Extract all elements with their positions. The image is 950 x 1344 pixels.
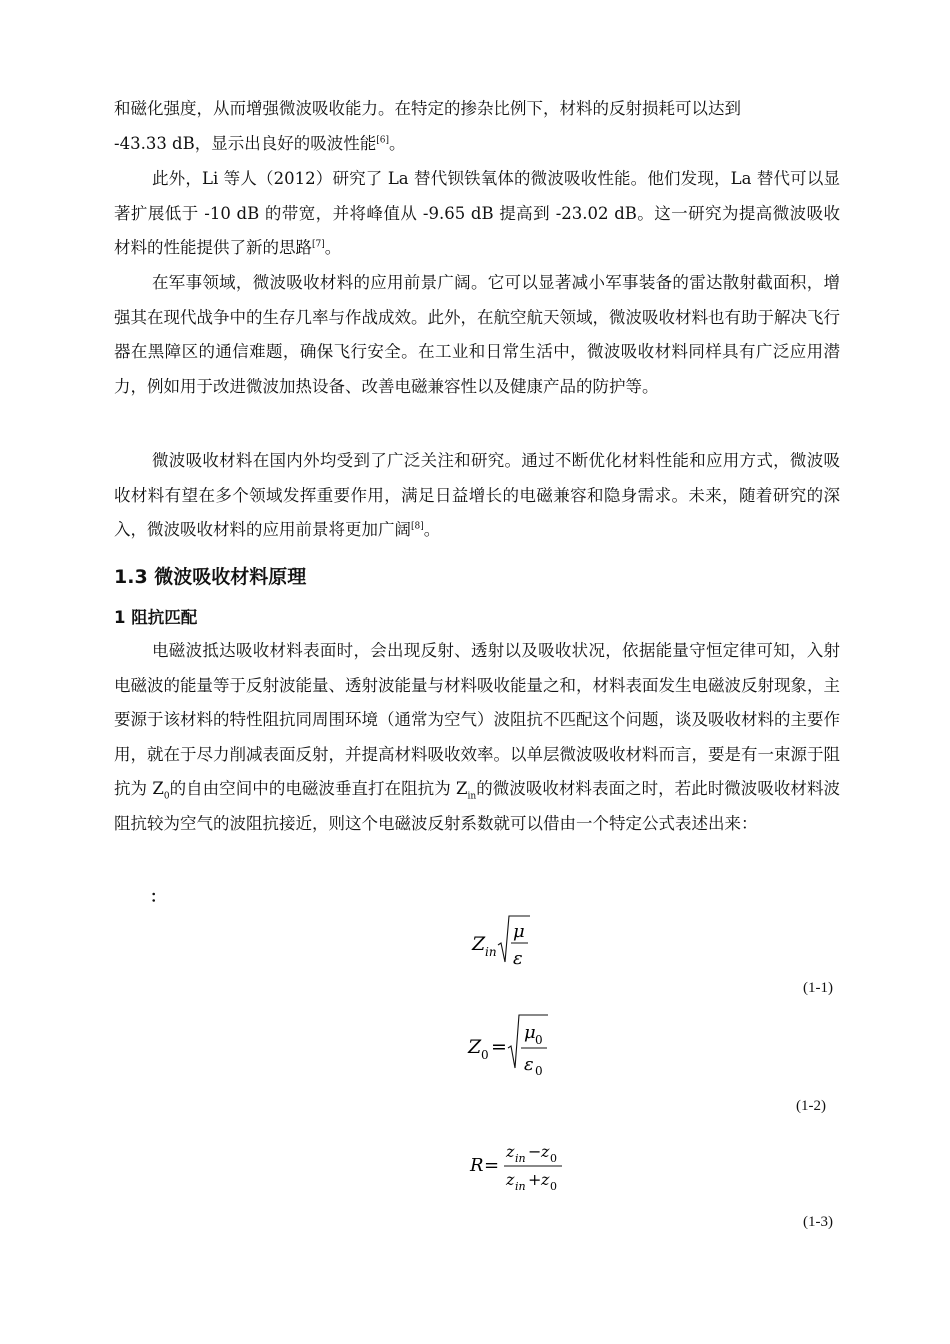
svg-text:+: + [528,1170,542,1189]
svg-text:Z: Z [472,933,486,955]
svg-text:z: z [541,1142,550,1161]
citation-6[interactable]: [6] [376,135,389,145]
paragraph-1-line1: 和磁化强度，从而增强微波吸收能力。在特定的掺杂比例下，材料的反射损耗可以达到 [114,99,741,118]
citation-8[interactable]: [8] [411,521,424,532]
svg-text:0: 0 [550,1152,557,1165]
svg-text:0: 0 [481,1048,489,1062]
citation-7[interactable]: [7] [312,239,325,250]
paragraph-1: 和磁化强度，从而增强微波吸收能力。在特定的掺杂比例下，材料的反射损耗可以达到 -43.33 dB，显示出良好的吸波性能[6]。 [114,99,741,153]
svg-text:=: = [491,1036,507,1058]
svg-text:=: = [484,1155,500,1176]
equation-number-1-2: (1-2) [796,1098,826,1114]
paragraph-5: 电磁波抵达吸收材料表面时，会出现反射、透射以及吸收状况，依据能量守恒定律可知，入射电磁波的能量等于反射波能量、透射波能量与材料吸收能量之和，材料表面发生电磁波反射现象，主要源于该材料的特性阻抗同周围环境（通常为空气）波阻抗不匹配这个问题，谈及吸收材料的主要作用，就在于尽力削减表面反射，并提高材料吸收效率。以单层微波吸收材料而言，要是有一束源于阻抗为 $Z_0$的自由空间中的电磁波垂直打在阻抗为 $Z_{in}$的微波吸收材料表面之时，若此时微波吸收材料波阻抗较为空气的波阻抗接近，则这个电磁波反射系数就可以借由一个特定公式表述出来： [114,641,840,833]
paragraph-2-text: 此外，Li 等人（2012）研究了 La 替代钡铁氧体的微波吸收性能。他们发现，La 替代可以显著扩展低于 -10 dB 的带宽，并将峰值从 -9.65 dB 提高到 -23.02 dB。这一研究为提高微波吸收材料的性能提供了新的思路 [114,169,840,257]
equation-1-3 [468,1138,568,1196]
svg-text:in: in [485,945,497,959]
svg-text:in: in [515,1180,526,1193]
subsection-heading: 1 阻抗匹配 [114,608,198,627]
section-heading: 1.3 微波吸收材料原理 [114,566,307,588]
paragraph-3 [114,266,840,404]
equation-1-1 [468,910,538,972]
svg-text:0: 0 [550,1180,557,1193]
svg-text:ε: ε [513,948,523,969]
paragraph-4: 微波吸收材料在国内外均受到了广泛关注和研究。通过不断优化材料性能和应用方式，微波吸收材料有望在多个领域发挥重要作用，满足日益增长的电磁兼容和隐身需求。未来，随着研究的深入，微波吸收材料的应用前景将更加广阔[8]。 [114,451,840,539]
paragraph-1-line2: -43.33 dB，显示出良好的吸波性能 [114,133,377,153]
equation-1-2 [464,1010,556,1080]
svg-text:0: 0 [535,1064,543,1078]
paragraph-3-text: 在军事领域，微波吸收材料的应用前景广阔。它可以显著减小军事装备的雷达散射截面积，增强其在现代战争中的生存几率与作战成效。此外，在航空航天领域，微波吸收材料也有助于解决飞行器在黑障区的通信难题，确保飞行安全。在工业和日常生活中，微波吸收材料同样具有广泛应用潜力，例如用于改进微波加热设备、改善电磁兼容性以及健康产品的防护等。 [114,273,840,396]
svg-text:μ: μ [524,1022,536,1043]
svg-text:z: z [506,1170,515,1189]
svg-text:z: z [506,1142,515,1161]
svg-text:z: z [541,1170,550,1189]
svg-text:ε: ε [524,1054,534,1075]
svg-text:−: − [528,1142,542,1161]
equation-number-1-1: (1-1) [803,980,833,996]
svg-text:R: R [470,1155,484,1176]
svg-text:μ: μ [513,921,525,942]
paragraph-4-text: 微波吸收材料在国内外均受到了广泛关注和研究。通过不断优化材料性能和应用方式，微波吸收材料有望在多个领域发挥重要作用，满足日益增长的电磁兼容和隐身需求。未来，随着研究的深入，微波吸收材料的应用前景将更加广阔 [114,451,840,539]
paragraph-2: 此外，Li 等人（2012）研究了 La 替代钡铁氧体的微波吸收性能。他们发现，La 替代可以显著扩展低于 -10 dB 的带宽，并将峰值从 -9.65 dB 提高到 -23.02 dB。这一研究为提高微波吸收材料的性能提供了新的思路[7]。 [114,169,840,257]
equation-number-1-3: (1-3) [803,1214,833,1230]
svg-text:0: 0 [535,1033,543,1047]
svg-text:Z: Z [468,1036,482,1058]
svg-text:in: in [515,1152,526,1165]
stray-colon: ： [150,887,167,906]
